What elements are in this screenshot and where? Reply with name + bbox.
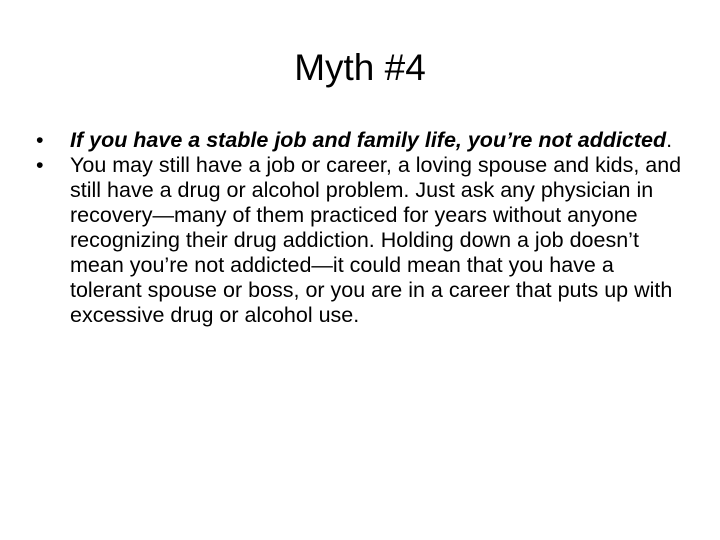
- bullet-marker: •: [36, 128, 44, 152]
- bullet-list: [36, 128, 686, 328]
- bullet-item-explanation: [36, 153, 686, 328]
- myth-statement-period: .: [666, 128, 673, 152]
- bullet-item-myth: [36, 128, 686, 153]
- myth-statement: If you have a stable job and family life, you’re not addicted: [70, 128, 667, 152]
- slide-title: Myth #4: [294, 47, 426, 88]
- explanation-text: You may still have a job or career, a loving spouse and kids, and still have a drug or alcohol problem. Just ask any physician in recovery—many of them practiced for years without anyone recognizing their drug addiction. Holding down a job doesn’t mean you’re not addicted—it could mean that you have a tolerant spouse or boss, or you are in a career that puts up with excessive drug or alcohol use.: [70, 153, 682, 327]
- bullet-marker: •: [36, 153, 44, 177]
